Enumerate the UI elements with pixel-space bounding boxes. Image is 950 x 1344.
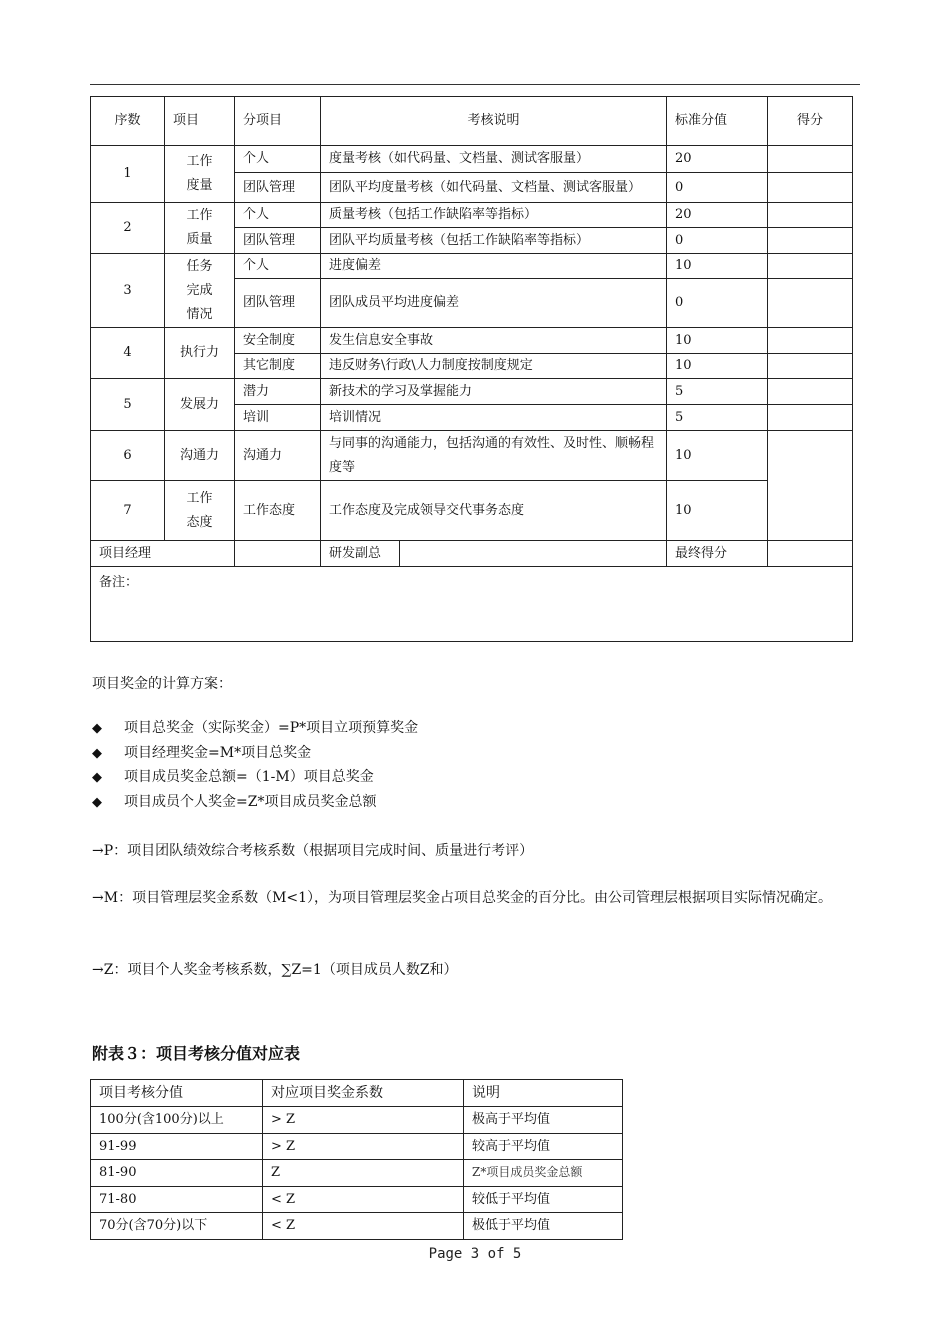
table-row — [91, 1213, 623, 1240]
score-range: 100分(含100分)以上 — [91, 1107, 263, 1134]
list-item-text: 项目成员个人奖金=Z*项目成员奖金总额 — [124, 794, 377, 811]
table-header-row — [91, 97, 853, 146]
standard-score: 10 — [667, 431, 768, 481]
sub-item: 团队管理 — [235, 173, 321, 203]
list-item — [92, 790, 418, 815]
header-cell: 序数 — [91, 97, 165, 146]
list-item-text: 项目经理奖金=M*项目总奖金 — [124, 744, 312, 761]
p-coefficient-note: →P：项目团队绩效综合考核系数（根据项目完成时间、质量进行考评） — [92, 843, 534, 859]
notes-row — [91, 567, 853, 642]
list-item — [92, 765, 418, 790]
list-item-text: 项目成员奖金总额=（1-M）项目总奖金 — [124, 769, 374, 786]
row-number: 2 — [91, 203, 165, 254]
description: 团队成员平均进度偏差 — [321, 279, 667, 328]
sub-item: 沟通力 — [235, 431, 321, 481]
header-cell: 分项目 — [235, 97, 321, 146]
vp-label: 研发副总 — [321, 541, 400, 566]
table-row — [91, 379, 853, 405]
sub-item: 个人 — [235, 254, 321, 279]
score-cell — [768, 431, 853, 541]
item-name: 执行力 — [165, 328, 235, 379]
row-number: 5 — [91, 379, 165, 431]
item-name: 任务 完成 情况 — [165, 254, 235, 328]
item-name: 工作 态度 — [165, 481, 235, 541]
header-cell: 考核说明 — [321, 97, 667, 146]
diamond-bullet-icon: ◆ — [92, 721, 102, 736]
row-number: 1 — [91, 146, 165, 203]
sub-item: 安全制度 — [235, 328, 321, 354]
sub-item: 培训 — [235, 405, 321, 431]
description: 团队平均质量考核（包括工作缺陷率等指标） — [321, 228, 667, 254]
table-row — [91, 1107, 623, 1134]
bonus-list — [92, 716, 418, 815]
score-cell — [768, 203, 853, 228]
z-coefficient-note: →Z：项目个人奖金考核系数，∑Z=1（项目成员人数Z和） — [92, 962, 458, 978]
score-cell — [768, 405, 853, 431]
final-score-value — [768, 541, 853, 567]
project-manager-value — [235, 541, 321, 567]
project-manager-label: 项目经理 — [91, 541, 235, 567]
header-cell: 标准分值 — [667, 97, 768, 146]
score-cell — [768, 146, 853, 173]
table-row — [91, 254, 853, 279]
row-number: 6 — [91, 431, 165, 481]
notes-cell — [91, 567, 853, 642]
description: 团队平均度量考核（如代码量、文档量、测试客服量） — [321, 173, 667, 203]
bonus-heading: 项目奖金的计算方案： — [92, 676, 232, 692]
sub-item: 团队管理 — [235, 228, 321, 254]
list-item-text: 项目总奖金（实际奖金）=P*项目立项预算奖金 — [124, 720, 419, 736]
signature-row — [91, 541, 853, 567]
appendix-title: 附表３：项目考核分值对应表 — [92, 1044, 301, 1063]
score-range: 70分(含70分)以下 — [91, 1213, 263, 1240]
header-cell: 得分 — [768, 97, 853, 146]
standard-score: 20 — [667, 203, 768, 228]
score-cell — [768, 173, 853, 203]
table-row — [91, 431, 853, 481]
header-rule — [90, 84, 860, 85]
standard-score: 5 — [667, 379, 768, 405]
table-header-row — [91, 1080, 623, 1107]
item-name: 沟通力 — [165, 431, 235, 481]
diamond-bullet-icon: ◆ — [92, 770, 102, 786]
explanation: Z*项目成员奖金总额 — [464, 1160, 623, 1187]
standard-score: 10 — [667, 254, 768, 279]
header-cell: 项目 — [165, 97, 235, 146]
table-row — [91, 203, 853, 228]
m-coefficient-note: →M：项目管理层奖金系数（M<1），为项目管理层奖金占项目总奖金的百分比。由公司管理层根据项目实际情况确定。 — [92, 890, 833, 906]
sub-item: 个人 — [235, 146, 321, 173]
coefficient: > Z — [263, 1133, 464, 1160]
description: 新技术的学习及掌握能力 — [321, 379, 667, 405]
list-item — [92, 741, 418, 766]
diamond-bullet-icon: ◆ — [92, 745, 102, 761]
description: 度量考核（如代码量、文档量、测试客服量） — [321, 146, 667, 173]
item-name: 发展力 — [165, 379, 235, 431]
score-cell — [768, 354, 853, 379]
table-row — [91, 328, 853, 354]
description: 违反财务\行政\人力制度按制度规定 — [321, 354, 667, 379]
description: 培训情况 — [321, 405, 667, 431]
score-cell — [768, 228, 853, 254]
row-number: 3 — [91, 254, 165, 328]
sub-item: 其它制度 — [235, 354, 321, 379]
row-number: 4 — [91, 328, 165, 379]
score-range: 71-80 — [91, 1186, 263, 1213]
table-row — [91, 481, 853, 541]
standard-score: 5 — [667, 405, 768, 431]
sub-item: 工作态度 — [235, 481, 321, 541]
explanation: 较低于平均值 — [464, 1186, 623, 1213]
score-range: 81-90 — [91, 1160, 263, 1187]
table-row — [91, 1186, 623, 1213]
score-mapping-table — [90, 1079, 623, 1240]
description: 与同事的沟通能力，包括沟通的有效性、及时性、顺畅程度等 — [321, 431, 667, 481]
vp-value — [400, 541, 666, 566]
sub-item: 潜力 — [235, 379, 321, 405]
standard-score: 0 — [667, 173, 768, 203]
description: 进度偏差 — [321, 254, 667, 279]
standard-score: 20 — [667, 146, 768, 173]
explanation: 较高于平均值 — [464, 1133, 623, 1160]
diamond-bullet-icon: ◆ — [92, 795, 102, 811]
description: 发生信息安全事故 — [321, 328, 667, 354]
coefficient: < Z — [263, 1186, 464, 1213]
explanation: 极高于平均值 — [464, 1107, 623, 1134]
description: 工作态度及完成领导交代事务态度 — [321, 481, 667, 541]
item-name: 工作 质量 — [165, 203, 235, 254]
description: 质量考核（包括工作缺陷率等指标） — [321, 203, 667, 228]
score-cell — [768, 254, 853, 279]
standard-score: 10 — [667, 354, 768, 379]
standard-score: 10 — [667, 481, 768, 541]
explanation: 极低于平均值 — [464, 1213, 623, 1240]
page-number: Page 3 of 5 — [428, 1246, 522, 1262]
header-cell: 说明 — [464, 1080, 623, 1107]
sub-item: 团队管理 — [235, 279, 321, 328]
row-number: 7 — [91, 481, 165, 541]
score-cell — [768, 279, 853, 328]
standard-score: 10 — [667, 328, 768, 354]
table-row — [91, 1160, 623, 1187]
coefficient: > Z — [263, 1107, 464, 1134]
score-range: 91-99 — [91, 1133, 263, 1160]
header-cell: 对应项目奖金系数 — [263, 1080, 464, 1107]
score-cell — [768, 379, 853, 405]
table-row — [91, 1133, 623, 1160]
standard-score: 0 — [667, 279, 768, 328]
item-name: 工作 度量 — [165, 146, 235, 203]
coefficient: Z — [263, 1160, 464, 1187]
list-item — [92, 716, 418, 741]
assessment-table — [90, 96, 853, 642]
notes-label: 备注： — [99, 575, 139, 590]
score-cell — [768, 328, 853, 354]
sub-item: 个人 — [235, 203, 321, 228]
standard-score: 0 — [667, 228, 768, 254]
vp-cell — [321, 541, 667, 567]
coefficient: < Z — [263, 1213, 464, 1240]
final-score-label: 最终得分 — [667, 541, 768, 567]
header-cell: 项目考核分值 — [91, 1080, 263, 1107]
table-row — [91, 146, 853, 173]
